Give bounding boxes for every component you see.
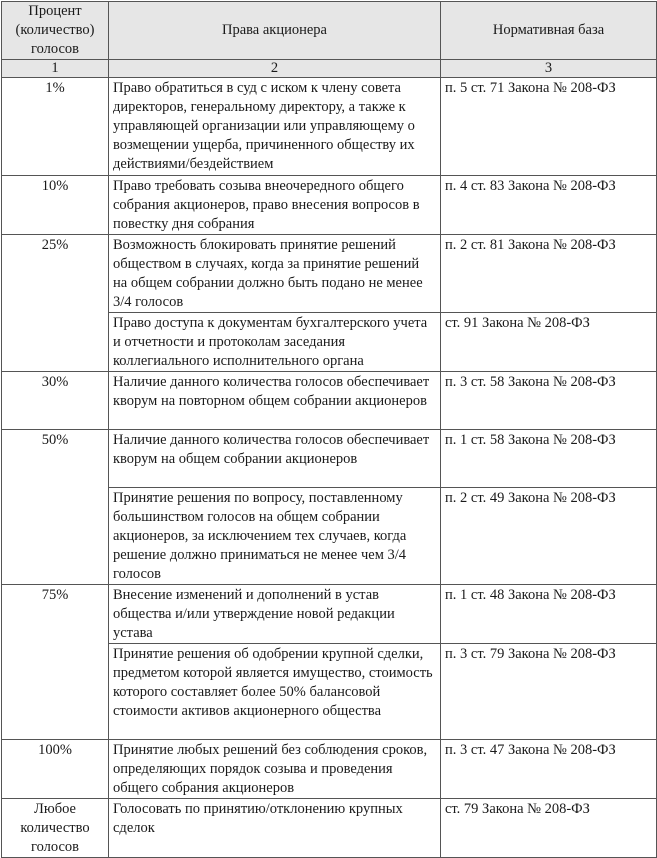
right-cell: Принятие решения по вопросу, поставленному большинством голосов на общем собрании акционеров, за исключением тех случаев, когда решение должно приниматься не менее чем 3/4 голосов <box>109 488 441 585</box>
header-percent: Процент (количество) голосов <box>2 2 109 60</box>
table-row <box>2 372 657 430</box>
percent-cell: 25% <box>2 235 109 372</box>
right-cell: Голосовать по принятию/отклонению крупных сделок <box>109 799 441 858</box>
basis-cell: п. 1 ст. 58 Закона № 208-ФЗ <box>441 430 657 488</box>
basis-cell: ст. 79 Закона № 208-ФЗ <box>441 799 657 858</box>
table-row <box>2 78 657 176</box>
percent-cell: 1% <box>2 78 109 176</box>
percent-cell: 10% <box>2 176 109 235</box>
right-cell: Возможность блокировать принятие решений обществом в случаях, когда за принятие решений на общем собрании должно быть подано не менее 3/4 голосов <box>109 235 441 313</box>
percent-cell: 50% <box>2 430 109 585</box>
right-cell: Наличие данного количества голосов обеспечивает кворум на повторном общем собрании акционеров <box>109 372 441 430</box>
basis-cell: ст. 91 Закона № 208-ФЗ <box>441 313 657 372</box>
basis-cell: п. 3 ст. 47 Закона № 208-ФЗ <box>441 740 657 799</box>
shareholder-rights-table <box>1 1 657 858</box>
column-number: 1 <box>2 60 109 78</box>
table-row <box>2 585 657 644</box>
right-cell: Наличие данного количества голосов обеспечивает кворум на общем собрании акционеров <box>109 430 441 488</box>
percent-cell: 75% <box>2 585 109 740</box>
right-cell: Внесение изменений и дополнений в устав общества и/или утверждение новой редакции устава <box>109 585 441 644</box>
right-cell: Принятие любых решений без соблюдения сроков, определяющих порядок созыва и проведения общего собрания акционеров <box>109 740 441 799</box>
basis-cell: п. 4 ст. 83 Закона № 208-ФЗ <box>441 176 657 235</box>
header-rights: Права акционера <box>109 2 441 60</box>
right-cell: Право требовать созыва внеочередного общего собрания акционеров, право внесения вопросов в повестку дня собрания <box>109 176 441 235</box>
table-row <box>2 740 657 799</box>
basis-cell: п. 1 ст. 48 Закона № 208-ФЗ <box>441 585 657 644</box>
table-row <box>2 799 657 858</box>
right-cell: Право обратиться в суд с иском к члену совета директоров, генеральному директору, а также к управляющей организации или управляющему о возмещении ущерба, причиненного обществу их действиями/бездействием <box>109 78 441 176</box>
percent-cell: 100% <box>2 740 109 799</box>
table-row <box>2 235 657 313</box>
basis-cell: п. 2 ст. 49 Закона № 208-ФЗ <box>441 488 657 585</box>
column-number: 3 <box>441 60 657 78</box>
column-number-row <box>2 60 657 78</box>
right-cell: Принятие решения об одобрении крупной сделки, предметом которой является имущество, стоимость которого составляет более 50% балансовой стоимости активов акционерного общества <box>109 644 441 740</box>
basis-cell: п. 5 ст. 71 Закона № 208-ФЗ <box>441 78 657 176</box>
header-basis: Нормативная база <box>441 2 657 60</box>
right-cell: Право доступа к документам бухгалтерского учета и отчетности и протоколам заседания коллегиального исполнительного органа <box>109 313 441 372</box>
basis-cell: п. 3 ст. 79 Закона № 208-ФЗ <box>441 644 657 740</box>
basis-cell: п. 3 ст. 58 Закона № 208-ФЗ <box>441 372 657 430</box>
percent-cell: 30% <box>2 372 109 430</box>
table-row <box>2 430 657 488</box>
table-row <box>2 176 657 235</box>
header-row <box>2 2 657 60</box>
column-number: 2 <box>109 60 441 78</box>
basis-cell: п. 2 ст. 81 Закона № 208-ФЗ <box>441 235 657 313</box>
percent-cell: Любое количество голосов <box>2 799 109 858</box>
